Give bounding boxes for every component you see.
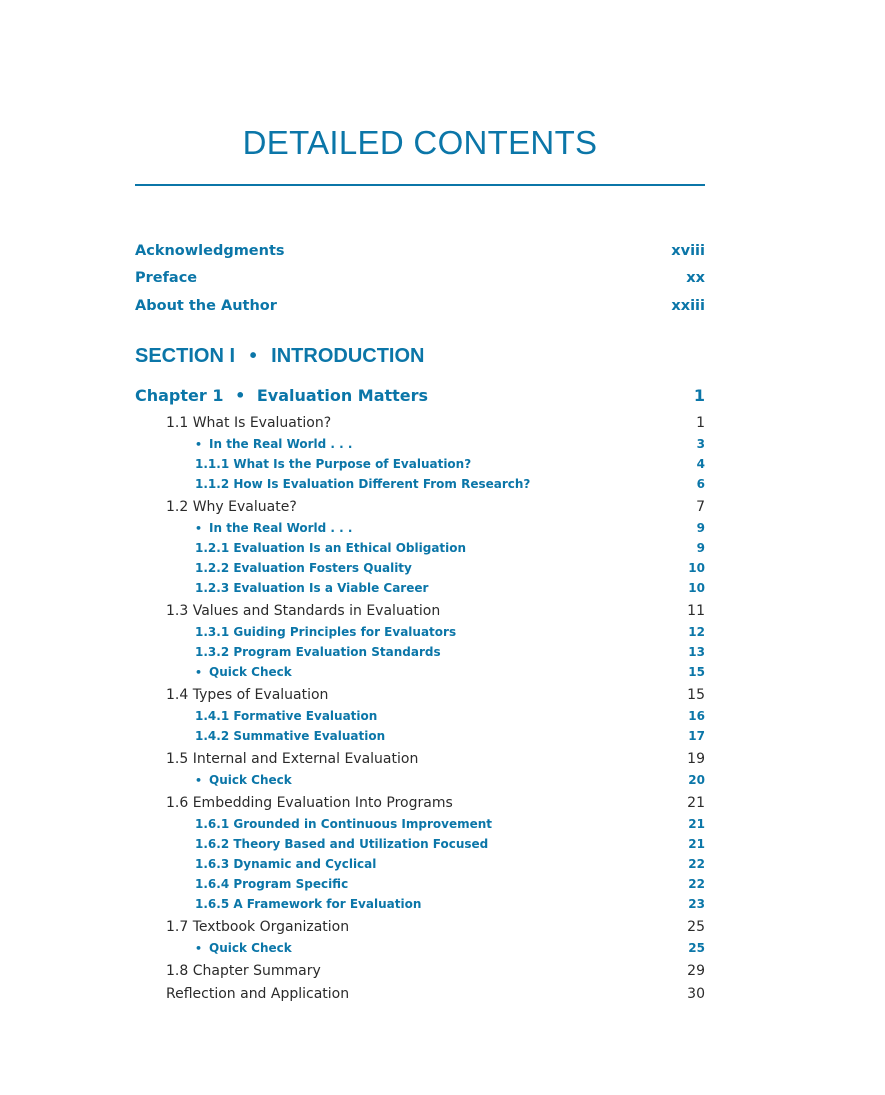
toc-entry[interactable] — [135, 917, 705, 937]
toc-entry-label: 1.3 Values and Standards in Evaluation — [166, 603, 441, 619]
toc-entry-page: 23 — [688, 897, 705, 911]
toc-front-about-author[interactable] — [135, 296, 705, 316]
toc-entry-page: 11 — [687, 603, 705, 619]
bullet-icon: • — [195, 942, 203, 955]
toc-entry[interactable] — [135, 706, 705, 726]
toc-chapter-1[interactable] — [135, 385, 705, 405]
toc-entry-label: 1.2.2 Evaluation Fosters Quality — [195, 561, 412, 575]
toc-entry[interactable] — [135, 749, 705, 769]
section-label: SECTION I — [135, 345, 236, 367]
toc-entry-label: About the Author — [135, 298, 277, 314]
toc-entry-label: 1.2.1 Evaluation Is an Ethical Obligation — [195, 541, 467, 555]
toc-entry-label: In the Real World . . . — [209, 521, 353, 535]
toc-entry[interactable] — [135, 578, 705, 598]
toc-entry-label-wrap — [135, 773, 292, 787]
toc-entry-page: 15 — [688, 665, 705, 679]
toc-entry-label: 1.6 Embedding Evaluation Into Programs — [166, 795, 453, 811]
toc-entry-page: xx — [686, 270, 705, 286]
toc-entry-page: 9 — [696, 541, 705, 555]
toc-entry-label: 1.2.3 Evaluation Is a Viable Career — [195, 581, 429, 595]
toc-entry-label: In the Real World . . . — [209, 437, 353, 451]
toc-entry[interactable] — [135, 726, 705, 746]
chapter-name: Evaluation Matters — [256, 385, 429, 405]
toc-entry-label: Preface — [135, 270, 198, 286]
toc-entry-page: 1 — [696, 415, 705, 431]
toc-front-acknowledgments[interactable] — [135, 241, 705, 261]
toc-entry-page: 15 — [687, 687, 705, 703]
toc-entry-page: 13 — [688, 645, 705, 659]
toc-entry[interactable] — [135, 984, 705, 1004]
toc-entry-page: 9 — [696, 521, 705, 535]
toc-entry-label-wrap — [135, 941, 292, 955]
toc-entry-page: 10 — [688, 581, 705, 595]
toc-entry-label: 1.6.5 A Framework for Evaluation — [195, 897, 422, 911]
toc-entry[interactable] — [135, 874, 705, 894]
toc-entry-page: 4 — [696, 457, 705, 471]
toc-entry[interactable] — [135, 854, 705, 874]
toc-entry-page: 10 — [688, 561, 705, 575]
toc-entry-label: Reflection and Application — [166, 986, 350, 1002]
toc-entry[interactable] — [135, 538, 705, 558]
bullet-icon: • — [195, 774, 203, 787]
chapter-separator: • — [235, 385, 246, 405]
toc-entry-label-wrap — [135, 521, 352, 535]
page-title: DETAILED CONTENTS — [242, 124, 598, 161]
toc-entry[interactable] — [135, 497, 705, 517]
toc-entry[interactable] — [135, 894, 705, 914]
toc-entry-page: 30 — [687, 986, 705, 1002]
toc-entry-label: 1.6.3 Dynamic and Cyclical — [195, 857, 377, 871]
chapter-page: 1 — [693, 385, 705, 405]
title-divider — [135, 184, 705, 186]
toc-entry-page: 3 — [696, 437, 705, 451]
toc-entry-label: Acknowledgments — [135, 243, 285, 259]
bullet-icon: • — [195, 666, 203, 679]
toc-entry-label: Quick Check — [209, 665, 292, 679]
toc-entry-page: 19 — [687, 751, 705, 767]
toc-entry-label: 1.6.4 Program Specific — [195, 877, 349, 891]
toc-entry[interactable] — [135, 601, 705, 621]
toc-entry[interactable] — [135, 622, 705, 642]
toc-entry-page: 22 — [688, 857, 705, 871]
toc-entry-label: Quick Check — [209, 941, 292, 955]
toc-entry-label: 1.3.2 Program Evaluation Standards — [195, 645, 441, 659]
toc-entry[interactable] — [135, 454, 705, 474]
toc-entry[interactable] — [135, 558, 705, 578]
toc-entry-label: 1.1.1 What Is the Purpose of Evaluation? — [195, 457, 472, 471]
toc-entry-page: 7 — [696, 499, 705, 515]
toc-entry[interactable] — [135, 685, 705, 705]
toc-entry-page: 25 — [687, 919, 705, 935]
toc-entry-label: 1.8 Chapter Summary — [166, 963, 321, 979]
toc-entry-label: 1.5 Internal and External Evaluation — [166, 751, 419, 767]
toc-entry-label: 1.7 Textbook Organization — [166, 919, 350, 935]
toc-entry[interactable] — [135, 793, 705, 813]
toc-entry[interactable] — [135, 518, 705, 538]
toc-entry-page: 20 — [688, 773, 705, 787]
section-separator: • — [249, 345, 257, 367]
toc-entry-label: 1.3.1 Guiding Principles for Evaluators — [195, 625, 457, 639]
toc-entry-label: 1.2 Why Evaluate? — [166, 499, 297, 515]
toc-entry-label: 1.1.2 How Is Evaluation Different From Research? — [195, 477, 531, 491]
toc-entry-page: 22 — [688, 877, 705, 891]
toc-entry-page: 12 — [688, 625, 705, 639]
toc-entry-page: 29 — [687, 963, 705, 979]
bullet-icon: • — [195, 522, 203, 535]
toc-entry-label: 1.4.2 Summative Evaluation — [195, 729, 386, 743]
toc-entry-label: Quick Check — [209, 773, 292, 787]
toc-entry[interactable] — [135, 474, 705, 494]
toc-entry-label: 1.4.1 Formative Evaluation — [195, 709, 378, 723]
toc-entry-label: 1.6.1 Grounded in Continuous Improvement — [195, 817, 493, 831]
toc-entry[interactable] — [135, 434, 705, 454]
toc-entry-label-wrap — [135, 665, 292, 679]
toc-entry-page: 6 — [696, 477, 705, 491]
toc-entry[interactable] — [135, 834, 705, 854]
section-heading — [135, 345, 424, 368]
toc-entry-page: 16 — [688, 709, 705, 723]
toc-entry-page: 17 — [688, 729, 705, 743]
toc-entry-label: 1.6.2 Theory Based and Utilization Focused — [195, 837, 489, 851]
section-name: INTRODUCTION — [271, 345, 425, 367]
toc-entry[interactable] — [135, 413, 705, 433]
toc-entry[interactable] — [135, 642, 705, 662]
toc-entry[interactable] — [135, 662, 705, 682]
toc-entry-page: xxiii — [671, 298, 705, 314]
chapter-title — [135, 386, 428, 405]
toc-entry[interactable] — [135, 814, 705, 834]
toc-entry-page: 25 — [688, 941, 705, 955]
toc-entry[interactable] — [135, 770, 705, 790]
toc-entry-label: 1.4 Types of Evaluation — [166, 687, 329, 703]
toc-entry-label: 1.1 What Is Evaluation? — [166, 415, 332, 431]
toc-entry-page: xviii — [671, 243, 705, 259]
chapter-label: Chapter 1 — [135, 385, 224, 405]
toc-entry-label-wrap — [135, 437, 352, 451]
toc-entry-page: 21 — [687, 795, 705, 811]
toc-front-preface[interactable] — [135, 268, 705, 288]
toc-entry-page: 21 — [688, 837, 705, 851]
toc-entry[interactable] — [135, 938, 705, 958]
toc-entry[interactable] — [135, 961, 705, 981]
toc-entry-page: 21 — [688, 817, 705, 831]
bullet-icon: • — [195, 438, 203, 451]
